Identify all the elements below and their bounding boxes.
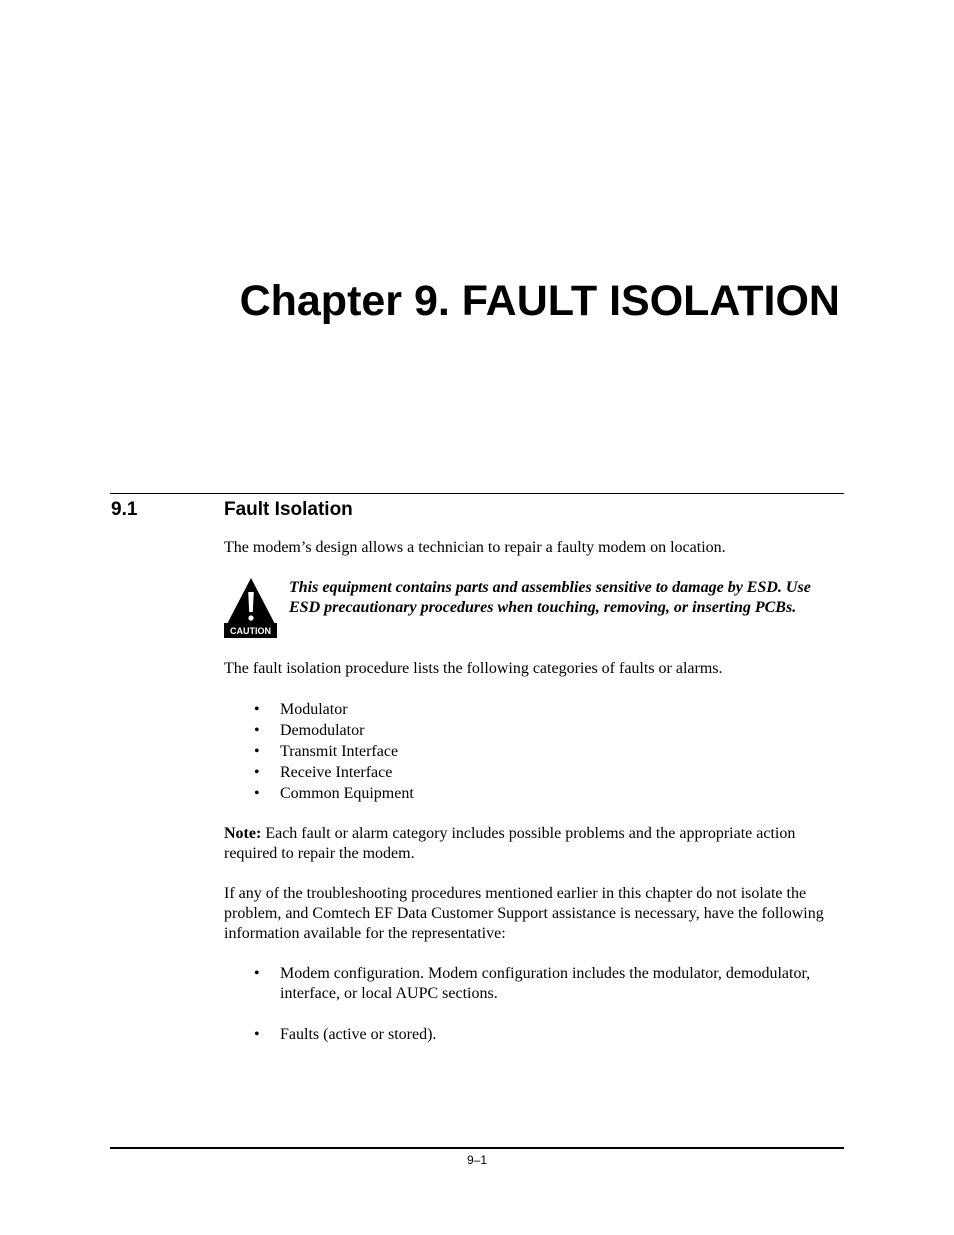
intro-paragraph: The modem’s design allows a technician to repair a faulty modem on location.: [224, 539, 726, 556]
bullet: •: [254, 701, 260, 718]
categories-list: [224, 699, 844, 804]
list-item: [224, 699, 844, 720]
support-item-text: Faults (active or stored).: [280, 1026, 437, 1043]
support-paragraph: If any of the troubleshooting procedures mentioned earlier in this chapter do not isolate the problem, and Comtech EF Data Customer Support assistance is necessary, have the following information available for the representative:: [224, 885, 824, 942]
category-label: Demodulator: [280, 722, 365, 739]
bullet: •: [254, 965, 260, 982]
categories-intro: The fault isolation procedure lists the following categories of faults or alarms.: [224, 660, 723, 677]
note-paragraph: [224, 824, 844, 864]
page-number: 9–1: [466, 1153, 488, 1167]
footer-divider: [110, 1147, 844, 1149]
support-item-text: Modem configuration. Modem configuration includes the modulator, demodulator, interface, or local AUPC sections.: [280, 965, 811, 1002]
list-item: [224, 741, 844, 762]
list-item: [224, 1025, 844, 1045]
bullet: •: [254, 1026, 260, 1043]
chapter-title: Chapter 9. FAULT ISOLATION: [239, 277, 840, 325]
caution-text: This equipment contains parts and assemblies sensitive to damage by ESD. Use ESD precautionary procedures when touching, removing, or inserting PCBs.: [289, 579, 811, 616]
category-label: Receive Interface: [280, 764, 393, 781]
section-divider: [110, 493, 844, 494]
list-item: [224, 964, 844, 1004]
list-item: [224, 720, 844, 741]
list-item: [224, 762, 844, 783]
list-item: [224, 783, 844, 804]
section-title: Fault Isolation: [224, 499, 353, 520]
category-label: Modulator: [280, 701, 348, 718]
support-info-list: [224, 964, 844, 1066]
bullet: •: [254, 743, 260, 760]
category-label: Common Equipment: [280, 785, 414, 802]
note-text: Each fault or alarm category includes possible problems and the appropriate action required to repair the modem.: [224, 825, 796, 862]
bullet: •: [254, 785, 260, 802]
note-label: Note:: [224, 825, 262, 842]
caution-icon-label: CAUTION: [230, 626, 271, 636]
caution-icon: [224, 578, 277, 638]
bullet: •: [254, 722, 260, 739]
category-label: Transmit Interface: [280, 743, 399, 760]
bullet: •: [254, 764, 260, 781]
section-number: 9.1: [111, 499, 138, 520]
